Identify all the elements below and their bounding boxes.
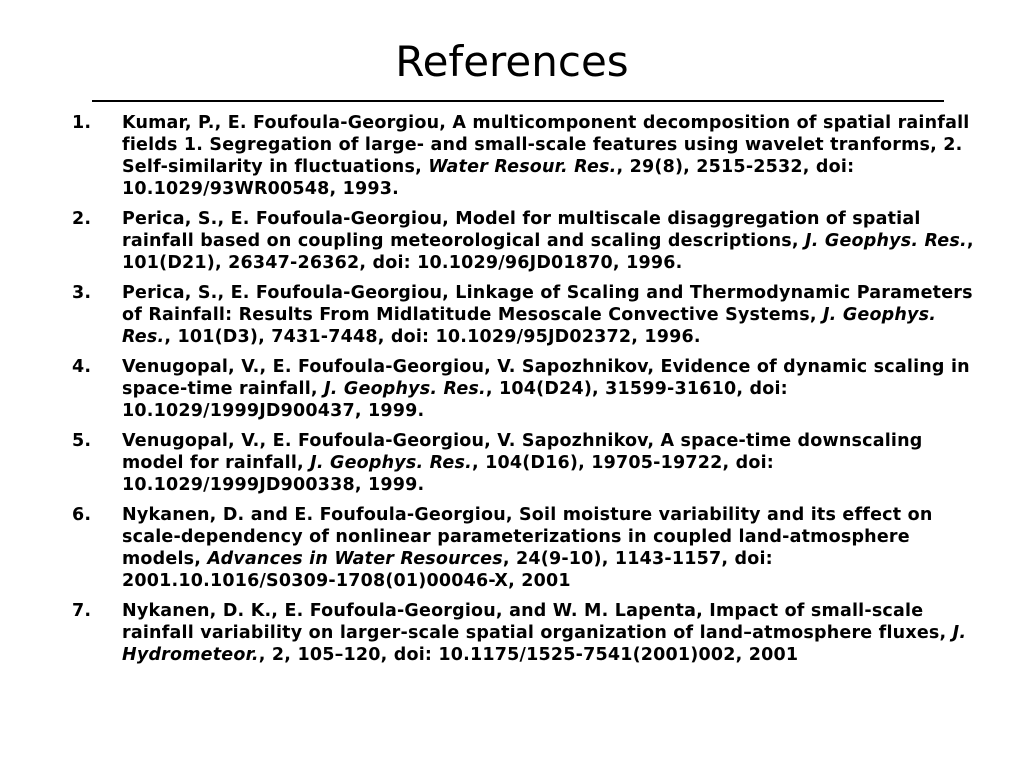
reference-number: 1. [72, 113, 92, 133]
reference-list [0, 112, 1024, 674]
reference-number: 2. [72, 209, 92, 229]
reference-item-6 [0, 504, 1024, 592]
reference-number: 5. [72, 431, 92, 451]
reference-number: 6. [72, 505, 92, 525]
reference-journal: J. Geophys. Res. [805, 231, 967, 251]
reference-details: , 24(9-10), 1143-1157, doi: 2001.10.1016/S0309-1708(01)00046-X, 2001 [122, 549, 773, 591]
reference-journal: J. Geophys. Res. [122, 305, 937, 347]
reference-number: 3. [72, 283, 92, 303]
slide-title: References [395, 37, 629, 86]
reference-details: , 101(D3), 7431-7448, doi: 10.1029/95JD02372, 1996. [164, 327, 701, 347]
reference-text: Venugopal, V., E. Foufoula-Georgiou, V. Sapozhnikov, Evidence of dynamic scaling in space-time rainfall, [122, 357, 970, 399]
reference-text: Nykanen, D. K., E. Foufoula-Georgiou, and W. M. Lapenta, Impact of small-scale rainfall variability on larger-scale spatial organization of land–atmosphere fluxes, [122, 601, 953, 643]
reference-item-5 [0, 430, 1024, 496]
title-divider [92, 100, 944, 102]
reference-item-7 [0, 600, 1024, 666]
reference-text: Venugopal, V., E. Foufoula-Georgiou, V. Sapozhnikov, A space-time downscaling model for rainfall, [122, 431, 923, 473]
reference-item-4 [0, 356, 1024, 422]
reference-text: Nykanen, D. and E. Foufoula-Georgiou, Soil moisture variability and its effect on scale-dependency of nonlinear parameterizations in coupled land-atmosphere models, [122, 505, 933, 569]
reference-journal: Water Resour. Res. [428, 157, 617, 177]
reference-details: , 104(D16), 19705-19722, doi: 10.1029/1999JD900338, 1999. [122, 453, 774, 495]
reference-text: Perica, S., E. Foufoula-Georgiou, Model for multiscale disaggregation of spatial rainfall based on coupling meteorological and scaling descriptions, [122, 209, 921, 251]
reference-item-3 [0, 282, 1024, 348]
reference-details: , 104(D24), 31599-31610, doi: 10.1029/1999JD900437, 1999. [122, 379, 788, 421]
reference-journal: J. Geophys. Res. [310, 453, 472, 473]
reference-text: Kumar, P., E. Foufoula-Georgiou, A multicomponent decomposition of spatial rainfall fields 1. Segregation of large- and small-scale features using wavelet tranforms, 2. Self-similarity in fluctuations, [122, 113, 970, 177]
reference-number: 7. [72, 601, 92, 621]
reference-journal: Advances in Water Resources [207, 549, 503, 569]
reference-journal: J. Hydrometeor. [122, 623, 967, 665]
reference-journal: J. Geophys. Res. [324, 379, 486, 399]
reference-details: , 2, 105–120, doi: 10.1175/1525-7541(2001)002, 2001 [258, 645, 799, 665]
reference-item-1 [0, 112, 1024, 200]
reference-number: 4. [72, 357, 92, 377]
reference-item-2 [0, 208, 1024, 274]
reference-details: , 29(8), 2515-2532, doi: 10.1029/93WR00548, 1993. [122, 157, 855, 199]
reference-text: Perica, S., E. Foufoula-Georgiou, Linkage of Scaling and Thermodynamic Parameters of Rainfall: Results From Midlatitude Mesoscale Convective Systems, [122, 283, 973, 325]
reference-details: , 101(D21), 26347-26362, doi: 10.1029/96JD01870, 1996. [122, 231, 974, 273]
